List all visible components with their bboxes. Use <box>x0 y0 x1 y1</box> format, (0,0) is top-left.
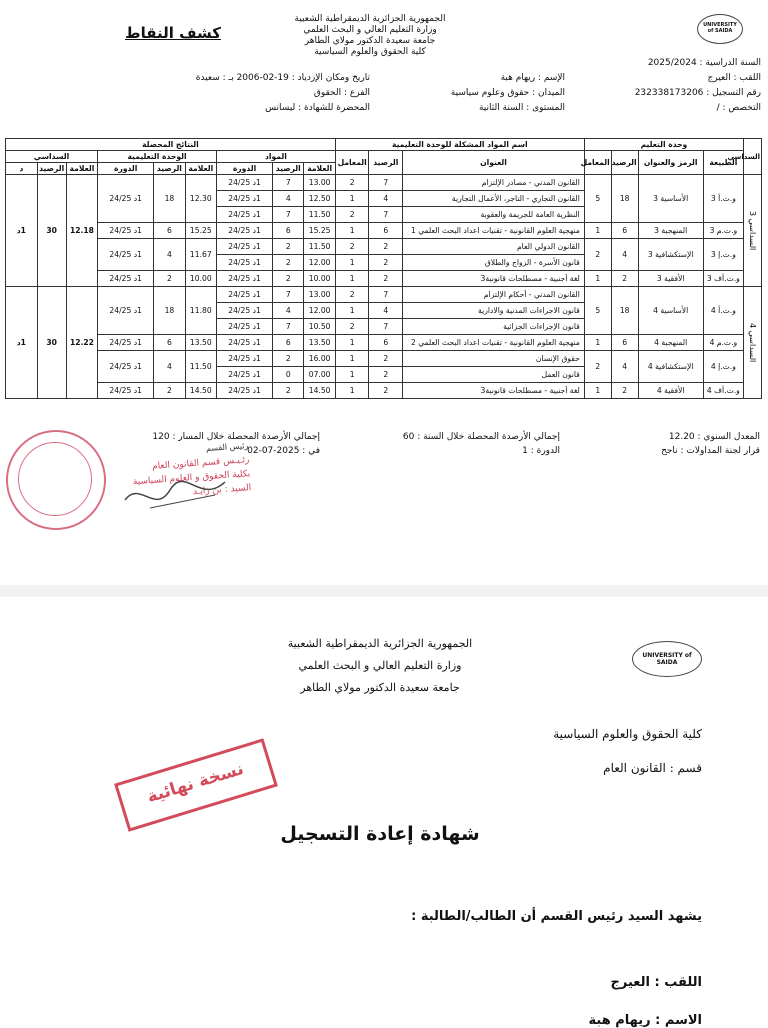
subject-grade: 15.25 <box>304 223 335 239</box>
institution-header <box>270 14 470 58</box>
table-row <box>6 335 762 351</box>
header-mat-group: المواد <box>217 151 336 163</box>
table-row <box>6 351 762 367</box>
subject-title: قانون الاجراءات المدنية والادارية <box>403 303 585 319</box>
unit-result-grade: 11.67 <box>185 239 216 271</box>
header-sem-res-group: السداسي <box>6 151 98 163</box>
subject-session: 1د 24/25 <box>217 223 273 239</box>
unit-credit: 6 <box>611 223 638 239</box>
unit-coef: 1 <box>584 335 611 351</box>
subject-coef: 2 <box>335 175 369 191</box>
subject-credit-earned: 4 <box>273 191 304 207</box>
subject-credit: 6 <box>369 335 403 351</box>
unit-credit: 18 <box>611 175 638 223</box>
subject-credit: 2 <box>369 383 403 399</box>
semester-grade: 12.22 <box>66 287 97 399</box>
semester-session: 1د <box>6 287 38 399</box>
subject-coef: 1 <box>335 255 369 271</box>
unit-credit: 6 <box>611 335 638 351</box>
subject-grade: 11.50 <box>304 207 335 223</box>
header-line: كلية الحقوق والعلوم السياسية <box>314 47 426 57</box>
header-row <box>6 151 762 163</box>
annual-average: المعدل السنوي : 12.20 <box>668 432 760 442</box>
subject-session: 1د 24/25 <box>217 319 273 335</box>
header-code: الرمز والعنوان <box>638 151 703 175</box>
subject-grade: 07.00 <box>304 367 335 383</box>
committee-decision: قرار لجنة المداولات : ناجح <box>661 446 760 456</box>
subject-credit-earned: 4 <box>273 303 304 319</box>
subject-coef: 2 <box>335 287 369 303</box>
semester-session: 1د <box>6 175 38 287</box>
header-unit-credit: الرصيد <box>611 151 638 175</box>
unit-code: الإستكشافية 3 <box>638 239 703 271</box>
subject-credit-earned: 2 <box>273 239 304 255</box>
unit-credit: 4 <box>611 351 638 383</box>
grades-table <box>5 138 762 399</box>
university-logo-text: UNIVERSITY of SAIDA <box>642 652 692 666</box>
issue-date: في : 2025-07-02 <box>247 446 320 456</box>
table-row <box>6 223 762 239</box>
subject-credit-earned: 6 <box>273 223 304 239</box>
info-degree: المحضرة للشهادة : ليسانس <box>265 103 370 113</box>
subject-coef: 1 <box>335 271 369 287</box>
header-subject-credit: الرصيد <box>369 151 403 175</box>
header-line: جامعة سعيدة الدكتور مولاي الطاهر <box>300 681 460 694</box>
subject-coef: 1 <box>335 383 369 399</box>
subject-title: حقوق الإنسان <box>403 351 585 367</box>
university-logo <box>697 14 743 44</box>
subject-coef: 1 <box>335 335 369 351</box>
unit-coef: 5 <box>584 175 611 223</box>
unit-result-grade: 12.30 <box>185 175 216 223</box>
summary-right <box>560 432 760 460</box>
header-results-group: النتائج المحصلة <box>6 139 336 151</box>
unit-result-credit: 18 <box>154 287 185 335</box>
table-row <box>6 175 762 191</box>
unit-nature: و.ت.م 4 <box>703 335 743 351</box>
info-name: الإسم : ريهام هبة <box>500 73 565 83</box>
subject-title: قانون الإجراءات الجزائية <box>403 319 585 335</box>
header-line: الجمهورية الجزائرية الديمقراطية الشعبية <box>294 14 446 24</box>
semester-label: السداسي 4 <box>744 287 762 399</box>
subject-coef: 2 <box>335 319 369 335</box>
unit-coef: 1 <box>584 223 611 239</box>
info-surname: اللقب : العيرج <box>707 73 761 83</box>
subject-title: قانون الأسرة - الزواج والطلاق <box>403 255 585 271</box>
unit-code: الأفقية 4 <box>638 383 703 399</box>
unit-nature: و.ت.أف 4 <box>703 383 743 399</box>
unit-result-credit: 2 <box>154 383 185 399</box>
header-subjects-group: اسم المواد المشكلة للوحدة التعليمية <box>335 139 584 151</box>
subject-credit: 7 <box>369 175 403 191</box>
unit-result-grade: 13.50 <box>185 335 216 351</box>
subject-credit-earned: 7 <box>273 319 304 335</box>
path-credits: إجمالي الأرصدة المحصلة خلال المسار : 120 <box>152 432 320 442</box>
unit-code: الأساسية 4 <box>638 287 703 335</box>
university-logo-2 <box>632 641 702 677</box>
semester-credit: 30 <box>37 175 66 287</box>
subject-grade: 12.00 <box>304 303 335 319</box>
subject-grade: 13.50 <box>304 335 335 351</box>
unit-result-session: 1د 24/25 <box>98 271 154 287</box>
unit-nature: و.ت.م 3 <box>703 223 743 239</box>
subject-credit-earned: 2 <box>273 255 304 271</box>
unit-result-grade: 15.25 <box>185 223 216 239</box>
semester-credit: 30 <box>37 287 66 399</box>
stamp-line: السيد : بن زايـد <box>192 483 252 498</box>
subject-title: قانون العمل <box>403 367 585 383</box>
unit-result-session: 1د 24/25 <box>98 175 154 223</box>
unit-result-session: 1د 24/25 <box>98 223 154 239</box>
subject-credit: 4 <box>369 191 403 207</box>
info-specialty: التخصص : / <box>716 103 761 113</box>
subject-coef: 2 <box>335 207 369 223</box>
table-row <box>6 271 762 287</box>
unit-result-session: 1د 24/25 <box>98 239 154 271</box>
header-unit-group: وحدة التعليم <box>584 139 743 151</box>
unit-result-credit: 4 <box>154 351 185 383</box>
table-row <box>6 287 762 303</box>
unit-coef: 5 <box>584 287 611 335</box>
unit-nature: و.ت.أ 4 <box>703 287 743 335</box>
certificate-title: شهادة إعادة التسجيل <box>280 823 480 845</box>
unit-result-session: 1د 24/25 <box>98 335 154 351</box>
page-separator <box>0 585 768 597</box>
subject-credit: 2 <box>369 271 403 287</box>
subject-title: القانون المدني - مصادر الإلتزام <box>403 175 585 191</box>
unit-result-grade: 11.80 <box>185 287 216 335</box>
subject-credit: 7 <box>369 287 403 303</box>
subject-grade: 13.00 <box>304 287 335 303</box>
unit-result-session: 1د 24/25 <box>98 351 154 383</box>
subject-coef: 1 <box>335 367 369 383</box>
subject-credit: 2 <box>369 351 403 367</box>
subject-credit-earned: 2 <box>273 271 304 287</box>
header-grade: العلامة <box>185 163 216 175</box>
subject-grade: 10.50 <box>304 319 335 335</box>
subject-session: 1د 24/25 <box>217 287 273 303</box>
subject-credit: 4 <box>369 303 403 319</box>
header-semester: السداسي <box>744 139 762 175</box>
student-info-right <box>576 58 761 118</box>
header-nature: الطبيعة <box>703 151 743 175</box>
subject-session: 1د 24/25 <box>217 367 273 383</box>
student-info-mid <box>380 73 565 118</box>
header-credit: الرصيد <box>154 163 185 175</box>
subject-session: 1د 24/25 <box>217 383 273 399</box>
unit-nature: و.ت.إ 4 <box>703 351 743 383</box>
header-line: وزارة التعليم العالي و البحث العلمي <box>298 659 462 672</box>
unit-code: الإستكشافية 4 <box>638 351 703 383</box>
stamp-line: بكلية الحقوق و العلوم السياسية <box>132 469 251 488</box>
subject-session: 1د 24/25 <box>217 191 273 207</box>
subject-grade: 12.50 <box>304 191 335 207</box>
subject-grade: 13.00 <box>304 175 335 191</box>
session-number: الدورة : 1 <box>522 446 560 456</box>
header-row <box>6 139 762 151</box>
subject-credit: 7 <box>369 207 403 223</box>
student-info-left <box>150 73 370 118</box>
subject-coef: 1 <box>335 191 369 207</box>
subject-grade: 12.00 <box>304 255 335 271</box>
subject-credit-earned: 6 <box>273 335 304 351</box>
header-grade: العلامة <box>304 163 335 175</box>
final-copy-stamp <box>114 738 278 831</box>
department-name: قسم : القانون العام <box>603 761 702 775</box>
subject-credit: 2 <box>369 255 403 271</box>
unit-code: المنهجية 3 <box>638 223 703 239</box>
unit-credit: 18 <box>611 287 638 335</box>
student-surname: اللقب : العيرج <box>610 975 702 990</box>
stamp-line: رئيس القسم <box>205 441 249 454</box>
info-birth: تاريخ ومكان الإزدياد : 19-02-2006 بـ : سعيدة <box>195 73 370 83</box>
unit-nature: و.ت.إ 3 <box>703 239 743 271</box>
unit-result-credit: 6 <box>154 335 185 351</box>
header-credit: الرصيد <box>273 163 304 175</box>
unit-result-credit: 6 <box>154 223 185 239</box>
subject-credit: 2 <box>369 367 403 383</box>
subject-credit-earned: 7 <box>273 175 304 191</box>
subject-session: 1د 24/25 <box>217 175 273 191</box>
subject-credit: 7 <box>369 319 403 335</box>
header-grade: العلامة <box>66 163 97 175</box>
university-logo-text: UNIVERSITY of SAIDA <box>703 22 737 34</box>
subject-grade: 11.50 <box>304 239 335 255</box>
unit-credit: 4 <box>611 239 638 271</box>
header-session: الدورة <box>217 163 273 175</box>
stamp-line: رئـيـس قسم القانون العام <box>151 455 250 472</box>
unit-nature: و.ت.أف 3 <box>703 271 743 287</box>
unit-coef: 2 <box>584 239 611 271</box>
handwritten-signature <box>120 470 230 520</box>
unit-nature: و.ت.أ 3 <box>703 175 743 223</box>
reregistration-sheet <box>0 597 768 1028</box>
header-d: د <box>6 163 38 175</box>
table-row <box>6 383 762 399</box>
unit-code: المنهجية 4 <box>638 335 703 351</box>
summary-mid <box>340 432 560 460</box>
certificate-body: يشهد السيد رئيس القسم أن الطالب/الطالبة : <box>411 909 702 924</box>
unit-credit: 2 <box>611 271 638 287</box>
subject-session: 1د 24/25 <box>217 351 273 367</box>
subject-credit-earned: 7 <box>273 207 304 223</box>
unit-result-grade: 14.50 <box>185 383 216 399</box>
unit-coef: 1 <box>584 383 611 399</box>
subject-coef: 1 <box>335 351 369 367</box>
subject-coef: 1 <box>335 223 369 239</box>
subject-coef: 1 <box>335 303 369 319</box>
subject-credit: 2 <box>369 239 403 255</box>
info-year: السنة الدراسية : 2025/2024 <box>647 58 761 68</box>
subject-title: القانون المدني - أحكام الإلتزام <box>403 287 585 303</box>
header-unit-res-group: الوحدة التعليمية <box>98 151 217 163</box>
subject-title: النظرية العامة للجريمة والعقوبة <box>403 207 585 223</box>
subject-session: 1د 24/25 <box>217 303 273 319</box>
unit-result-session: 1د 24/25 <box>98 287 154 335</box>
subject-title: القانون الدولي العام <box>403 239 585 255</box>
unit-code: الأفقية 3 <box>638 271 703 287</box>
unit-coef: 2 <box>584 351 611 383</box>
student-first-name: الاسم : ريهام هبة <box>588 1013 702 1028</box>
subject-title: منهجية العلوم القانونية - تقنيات اعداد البحث العلمي 1 <box>403 223 585 239</box>
semester-grade: 12.18 <box>66 175 97 287</box>
subject-title: لغة أجنبية - مصطلحات قانونية3 <box>403 271 585 287</box>
unit-result-credit: 18 <box>154 175 185 223</box>
subject-credit-earned: 0 <box>273 367 304 383</box>
header-line: وزارة التعليم العالي و البحث العلمي <box>303 25 437 35</box>
info-branch: الفرع : الحقوق <box>313 88 370 98</box>
subject-title: لغة أجنبية - مصطلحات قانونية3 <box>403 383 585 399</box>
subject-grade: 16.00 <box>304 351 335 367</box>
info-registration: رقم التسجيل : 232338173206 <box>634 88 761 98</box>
subject-session: 1د 24/25 <box>217 271 273 287</box>
subject-title: القانون التجاري - التاجر، الأعمال التجارية <box>403 191 585 207</box>
header-unit-coef: المعامل <box>584 151 611 175</box>
table-row <box>6 239 762 255</box>
info-level: المستوى : السنة الثانية <box>478 103 565 113</box>
subject-coef: 2 <box>335 239 369 255</box>
final-copy-stamp-text: نسخة نهائية <box>144 758 247 808</box>
info-domain: الميدان : حقوق وعلوم سياسية <box>450 88 565 98</box>
subject-grade: 10.00 <box>304 271 335 287</box>
unit-credit: 2 <box>611 383 638 399</box>
faculty-name: كلية الحقوق والعلوم السياسية <box>553 727 702 741</box>
header-subject-coef: المعامل <box>335 151 369 175</box>
subject-credit-earned: 2 <box>273 383 304 399</box>
subject-title: منهجية العلوم القانونية - تقنيات اعداد البحث العلمي 2 <box>403 335 585 351</box>
header-subject-title: العنوان <box>403 151 585 175</box>
subject-session: 1د 24/25 <box>217 335 273 351</box>
institution-header-2 <box>265 633 495 699</box>
subject-credit-earned: 7 <box>273 287 304 303</box>
sheet-title: كشف النقاط <box>125 24 221 42</box>
unit-code: الأساسية 3 <box>638 175 703 223</box>
unit-coef: 1 <box>584 271 611 287</box>
year-credits: إجمالي الأرصدة المحصلة خلال السنة : 60 <box>402 432 560 442</box>
subject-session: 1د 24/25 <box>217 239 273 255</box>
header-line: جامعة سعيدة الدكتور مولاي الطاهر <box>304 36 436 46</box>
subject-grade: 14.50 <box>304 383 335 399</box>
unit-result-credit: 4 <box>154 239 185 271</box>
header-credit: الرصيد <box>37 163 66 175</box>
header-line: الجمهورية الجزائرية الديمقراطية الشعبية <box>287 637 473 650</box>
unit-result-grade: 10.00 <box>185 271 216 287</box>
subject-credit: 6 <box>369 223 403 239</box>
subject-session: 1د 24/25 <box>217 207 273 223</box>
subject-credit-earned: 2 <box>273 351 304 367</box>
unit-result-credit: 2 <box>154 271 185 287</box>
header-session: الدورة <box>98 163 154 175</box>
subject-session: 1د 24/25 <box>217 255 273 271</box>
semester-label: السداسي 3 <box>744 175 762 287</box>
unit-result-session: 1د 24/25 <box>98 383 154 399</box>
unit-result-grade: 11.50 <box>185 351 216 383</box>
